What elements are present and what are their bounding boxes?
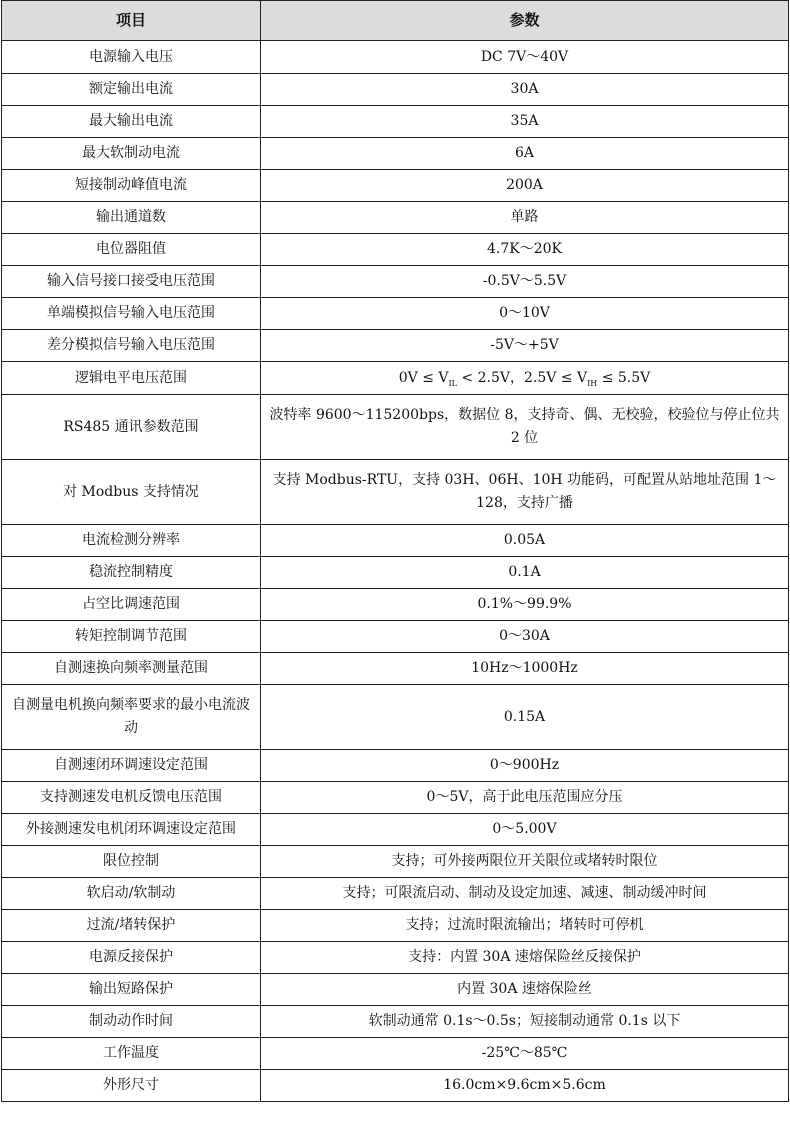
table-row [2,910,789,942]
item-cell: 自测速换向频率测量范围 [2,653,261,685]
item-cell: 输出通道数 [2,202,261,234]
item-cell: 外形尺寸 [2,1070,261,1102]
item-cell: 电流检测分辨率 [2,525,261,557]
table-row [2,298,789,330]
table-row [2,1070,789,1102]
value-cell: 10Hz～1000Hz [261,653,789,685]
table-row [2,525,789,557]
table-row [2,621,789,653]
table-row [2,557,789,589]
table-row [2,202,789,234]
value-cell: 支持；可外接两限位开关限位或堵转时限位 [261,846,789,878]
item-cell: 输出短路保护 [2,974,261,1006]
item-cell: 限位控制 [2,846,261,878]
table-row [2,74,789,106]
value-cell: 0～5V，高于此电压范围应分压 [261,782,789,814]
value-cell: 0～900Hz [261,750,789,782]
item-cell: RS485 通讯参数范围 [2,395,261,460]
item-cell: 转矩控制调节范围 [2,621,261,653]
value-cell: 6A [261,138,789,170]
value-cell: 0～5.00V [261,814,789,846]
value-cell: 支持；过流时限流输出；堵转时可停机 [261,910,789,942]
value-cell: 16.0cm×9.6cm×5.6cm [261,1070,789,1102]
table-row [2,685,789,750]
logic-level-sub-ih: IH [587,378,598,388]
logic-level-sub-il: IL [448,378,457,388]
value-cell: 0～10V [261,298,789,330]
value-cell: 内置 30A 速熔保险丝 [261,974,789,1006]
item-cell: 外接测速发电机闭环调速设定范围 [2,814,261,846]
item-cell: 自测速闭环调速设定范围 [2,750,261,782]
value-cell: 支持；可限流启动、制动及设定加速、减速、制动缓冲时间 [261,878,789,910]
item-cell: 额定输出电流 [2,74,261,106]
table-row [2,782,789,814]
table-row [2,234,789,266]
item-cell: 工作温度 [2,1038,261,1070]
table-row [2,266,789,298]
table-row [2,362,789,395]
value-cell: -5V～+5V [261,330,789,362]
value-cell: DC 7V～40V [261,41,789,74]
value-cell: 单路 [261,202,789,234]
table-row [2,330,789,362]
value-cell: 软制动通常 0.1s～0.5s；短接制动通常 0.1s 以下 [261,1006,789,1038]
item-cell: 电源输入电压 [2,41,261,74]
item-cell: 支持测速发电机反馈电压范围 [2,782,261,814]
table-header-row [2,1,789,41]
item-cell: 软启动/软制动 [2,878,261,910]
table-row [2,1006,789,1038]
table-row [2,460,789,525]
value-cell: -25℃～85℃ [261,1038,789,1070]
item-cell: 单端模拟信号输入电压范围 [2,298,261,330]
value-cell-logic-level [261,362,789,395]
item-cell: 占空比调速范围 [2,589,261,621]
value-cell: 支持：内置 30A 速熔保险丝反接保护 [261,942,789,974]
value-cell: 30A [261,74,789,106]
value-cell: 0.05A [261,525,789,557]
column-header-param: 参数 [261,1,789,41]
table-row [2,878,789,910]
item-cell: 逻辑电平电压范围 [2,362,261,395]
item-cell: 过流/堵转保护 [2,910,261,942]
logic-level-text-b: < 2.5V，2.5V ≤ V [456,369,588,386]
item-cell: 制动动作时间 [2,1006,261,1038]
value-cell: 4.7K～20K [261,234,789,266]
item-cell: 对 Modbus 支持情况 [2,460,261,525]
value-cell: 0.1%～99.9% [261,589,789,621]
spec-table [1,0,789,1102]
item-cell: 最大软制动电流 [2,138,261,170]
logic-level-text-c: ≤ 5.5V [597,369,651,386]
value-cell: 0.15A [261,685,789,750]
value-cell: -0.5V～5.5V [261,266,789,298]
table-row [2,846,789,878]
table-row [2,814,789,846]
item-cell: 稳流控制精度 [2,557,261,589]
table-row [2,589,789,621]
item-cell: 自测量电机换向频率要求的最小电流波动 [2,685,261,750]
table-row [2,170,789,202]
value-cell: 波特率 9600～115200bps，数据位 8，支持奇、偶、无校验，校验位与停止位共 2 位 [261,395,789,460]
value-cell: 200A [261,170,789,202]
table-row [2,750,789,782]
value-cell: 0.1A [261,557,789,589]
table-row [2,1038,789,1070]
table-row [2,942,789,974]
table-row [2,974,789,1006]
table-row [2,138,789,170]
table-row [2,41,789,74]
item-cell: 电源反接保护 [2,942,261,974]
table-row [2,395,789,460]
item-cell: 差分模拟信号输入电压范围 [2,330,261,362]
table-row [2,653,789,685]
value-cell: 35A [261,106,789,138]
item-cell: 短接制动峰值电流 [2,170,261,202]
item-cell: 最大输出电流 [2,106,261,138]
column-header-item: 项目 [2,1,261,41]
table-row [2,106,789,138]
value-cell: 0～30A [261,621,789,653]
item-cell: 电位器阻值 [2,234,261,266]
item-cell: 输入信号接口接受电压范围 [2,266,261,298]
value-cell: 支持 Modbus-RTU，支持 03H、06H、10H 功能码，可配置从站地址范围 1～128，支持广播 [261,460,789,525]
logic-level-text-a: 0V ≤ V [398,369,449,386]
